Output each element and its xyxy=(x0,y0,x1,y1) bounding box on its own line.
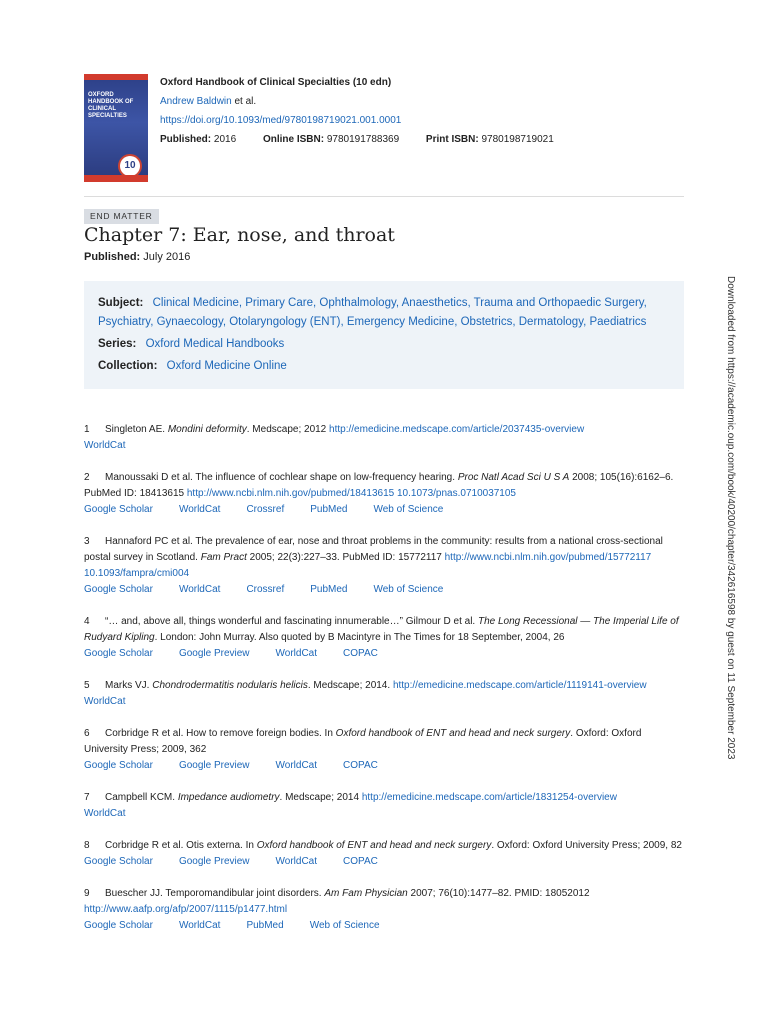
reference-list xyxy=(84,422,688,950)
reference-url-link[interactable]: http://emedicine.medscape.com/article/1831254-overview xyxy=(361,792,617,803)
doi-link[interactable]: https://doi.org/10.1093/med/9780198719021.001.0001 xyxy=(160,115,402,126)
reference-citation xyxy=(84,838,688,854)
online-isbn-label: Online ISBN: xyxy=(262,134,325,145)
collection-row xyxy=(98,357,287,376)
reference-item xyxy=(84,886,688,934)
series-label: Series: xyxy=(98,338,137,350)
reference-italic-title: The Long Recessional — The Imperial Life of Rudyard Kipling xyxy=(84,616,679,643)
reference-resource-link[interactable]: WorldCat xyxy=(275,856,318,867)
reference-resource-link[interactable]: Crossref xyxy=(246,584,285,595)
reference-italic-title: Mondini deformity xyxy=(167,424,247,435)
reference-resource-link[interactable]: Web of Science xyxy=(309,920,380,931)
reference-resource-link[interactable]: Google Scholar xyxy=(84,856,153,867)
reference-resource-link[interactable]: WorldCat xyxy=(178,584,221,595)
reference-link-row xyxy=(84,582,688,598)
reference-url-link[interactable]: http://www.ncbi.nlm.nih.gov/pubmed/18413615 10.1073/pnas.0710037105 xyxy=(186,488,516,499)
subject-label: Subject: xyxy=(98,297,144,309)
reference-text-tail: . Medscape; 2014 xyxy=(279,792,362,803)
reference-text-tail: . Oxford: Oxford University Press; 2009, 82 xyxy=(491,840,682,851)
reference-link-row xyxy=(84,854,688,870)
reference-item xyxy=(84,422,688,454)
reference-item xyxy=(84,470,688,518)
reference-number: 7 xyxy=(84,792,90,803)
reference-resource-link[interactable]: Google Scholar xyxy=(84,648,153,659)
reference-italic-title: Oxford handbook of ENT and head and neck surgery xyxy=(256,840,492,851)
reference-text: Buescher JJ. Temporomandibular joint disorders. xyxy=(105,888,325,899)
chapter-published xyxy=(84,251,190,263)
reference-resource-link[interactable]: WorldCat xyxy=(178,504,221,515)
reference-resource-link[interactable]: Google Scholar xyxy=(84,760,153,771)
reference-citation xyxy=(84,678,688,694)
reference-text-tail: . Oxford: Oxford University Press; 2009, 362 xyxy=(84,728,642,755)
download-notice-text: Downloaded from https://academic.oup.com/book/40200/chapter/342616598 by guest on 11 September 2023 xyxy=(725,276,736,760)
reference-resource-link[interactable]: Web of Science xyxy=(373,584,444,595)
reference-link-row xyxy=(84,646,688,662)
cover-band-top xyxy=(84,74,148,80)
reference-citation xyxy=(84,470,688,502)
reference-citation xyxy=(84,614,688,646)
reference-link-row xyxy=(84,806,688,822)
reference-number: 2 xyxy=(84,472,90,483)
reference-number: 5 xyxy=(84,680,90,691)
reference-citation xyxy=(84,886,688,918)
collection-link[interactable]: Oxford Medicine Online xyxy=(166,360,287,372)
reference-text-tail: 2005; 22(3):227–33. PubMed ID: 15772117 xyxy=(246,552,445,563)
reference-resource-link[interactable]: Web of Science xyxy=(373,504,444,515)
reference-resource-link[interactable]: WorldCat xyxy=(84,696,126,707)
reference-text-tail: . Medscape; 2014. xyxy=(307,680,393,691)
reference-resource-link[interactable]: PubMed xyxy=(310,584,348,595)
reference-link-row xyxy=(84,694,688,710)
online-isbn-value: 9780191788369 xyxy=(324,134,400,145)
print-isbn-value: 9780198719021 xyxy=(478,134,554,145)
reference-italic-title: Proc Natl Acad Sci U S A xyxy=(457,472,570,483)
reference-text: Marks VJ. xyxy=(105,680,153,691)
reference-resource-link[interactable]: PubMed xyxy=(310,504,348,515)
reference-resource-link[interactable]: WorldCat xyxy=(178,920,221,931)
print-isbn-label: Print ISBN: xyxy=(425,134,479,145)
author-row xyxy=(160,92,554,111)
reference-item xyxy=(84,790,688,822)
reference-citation xyxy=(84,790,688,806)
reference-link-row xyxy=(84,758,688,774)
reference-link-row xyxy=(84,438,688,454)
reference-url-link[interactable]: http://www.ncbi.nlm.nih.gov/pubmed/15772117 10.1093/fampra/cmi004 xyxy=(84,552,652,579)
publication-row xyxy=(160,130,554,149)
doi-row xyxy=(160,111,554,130)
reference-text: “… and, above all, things wonderful and fascinating innumerable…” Gilmour D et al. xyxy=(105,616,478,627)
reference-link-row xyxy=(84,502,688,518)
cover-band-bottom xyxy=(84,175,148,182)
reference-citation xyxy=(84,534,688,582)
subject-box xyxy=(84,281,684,389)
reference-italic-title: Impedance audiometry xyxy=(177,792,280,803)
reference-number: 3 xyxy=(84,536,90,547)
reference-resource-link[interactable]: Google Preview xyxy=(178,648,250,659)
reference-item xyxy=(84,726,688,774)
reference-item xyxy=(84,614,688,662)
book-cover[interactable] xyxy=(84,74,148,182)
reference-citation xyxy=(84,422,688,438)
author-link[interactable]: Andrew Baldwin xyxy=(160,96,232,107)
subject-row xyxy=(98,294,647,313)
reference-text: Corbridge R et al. How to remove foreign bodies. In xyxy=(105,728,336,739)
reference-italic-title: Am Fam Physician xyxy=(324,888,408,899)
chapter-published-value: July 2016 xyxy=(140,251,191,263)
reference-text: Manoussaki D et al. The influence of cochlear shape on low-frequency hearing. xyxy=(105,472,458,483)
reference-number: 8 xyxy=(84,840,90,851)
reference-text: Hannaford PC et al. The prevalence of ear, nose and throat problems in the community: results from a national cross-sectional postal survey in Scotland. xyxy=(84,536,663,563)
cover-series-title: OXFORD HANDBOOK OF CLINICAL SPECIALTIES xyxy=(88,92,134,119)
reference-text-tail: . Medscape; 2012 xyxy=(246,424,330,435)
book-metadata xyxy=(160,73,554,149)
reference-resource-link[interactable]: WorldCat xyxy=(84,808,126,819)
reference-item xyxy=(84,838,688,870)
divider xyxy=(84,196,684,197)
reference-resource-link[interactable]: PubMed xyxy=(246,920,284,931)
reference-number: 1 xyxy=(84,424,90,435)
subject-links-line1[interactable]: Clinical Medicine, Primary Care, Ophthalmology, Anaesthetics, Trauma and Orthopaedic Surgery, xyxy=(152,297,647,309)
reference-resource-link[interactable]: COPAC xyxy=(343,648,378,659)
reference-link-row xyxy=(84,918,688,934)
reference-resource-link[interactable]: Crossref xyxy=(246,504,285,515)
reference-text-tail: 2008; 105(16):6162–6. PubMed ID: 18413615 xyxy=(84,472,674,499)
reference-url-link[interactable]: http://emedicine.medscape.com/article/2037435-overview xyxy=(329,424,585,435)
reference-resource-link[interactable]: WorldCat xyxy=(84,440,126,451)
reference-resource-link[interactable]: COPAC xyxy=(343,856,378,867)
published-value: 2016 xyxy=(211,134,237,145)
reference-item xyxy=(84,678,688,710)
subject-links-line2[interactable]: Psychiatry, Gynaecology, Otolaryngology (ENT), Emergency Medicine, Obstetrics, Dermatology, Paediatrics xyxy=(98,316,647,328)
published-label: Published: xyxy=(160,134,212,145)
reference-resource-link[interactable]: WorldCat xyxy=(275,760,318,771)
reference-text-tail: . London: John Murray. Also quoted by B Macintyre in The Times for 18 September, 2004, 26 xyxy=(154,632,565,643)
reference-text: Singleton AE. xyxy=(105,424,168,435)
reference-resource-link[interactable]: Google Scholar xyxy=(84,584,153,595)
reference-number: 9 xyxy=(84,888,90,899)
subject-row-2 xyxy=(98,313,646,332)
reference-resource-link[interactable]: Google Preview xyxy=(178,856,250,867)
reference-citation xyxy=(84,726,688,758)
reference-text: Corbridge R et al. Otis externa. In xyxy=(105,840,257,851)
reference-number: 6 xyxy=(84,728,90,739)
download-notice xyxy=(725,276,750,760)
reference-url-link[interactable]: http://emedicine.medscape.com/article/1119141-overview xyxy=(392,680,647,691)
section-badge: END MATTER xyxy=(84,209,159,224)
reference-number: 4 xyxy=(84,616,90,627)
reference-italic-title: Oxford handbook of ENT and head and neck surgery xyxy=(335,728,571,739)
reference-resource-link[interactable]: Google Scholar xyxy=(84,920,153,931)
reference-resource-link[interactable]: COPAC xyxy=(343,760,378,771)
cover-edition-badge: 10 xyxy=(120,156,140,176)
author-suffix: et al. xyxy=(231,96,257,107)
chapter-title: Chapter 7: Ear, nose, and throat xyxy=(84,224,395,246)
chapter-published-label: Published: xyxy=(84,251,141,263)
series-link[interactable]: Oxford Medical Handbooks xyxy=(145,338,285,350)
reference-item xyxy=(84,534,688,598)
reference-resource-link[interactable]: WorldCat xyxy=(275,648,318,659)
reference-resource-link[interactable]: Google Scholar xyxy=(84,504,153,515)
reference-url-link[interactable]: http://www.aafp.org/afp/2007/1115/p1477.html xyxy=(84,904,288,915)
series-row xyxy=(98,335,284,354)
book-title: Oxford Handbook of Clinical Specialties (10 edn) xyxy=(160,77,392,88)
collection-label: Collection: xyxy=(98,360,158,372)
reference-italic-title: Chondrodermatitis nodularis helicis xyxy=(152,680,308,691)
reference-resource-link[interactable]: Google Preview xyxy=(178,760,250,771)
reference-text-tail: 2007; 76(10):1477–82. PMID: 18052012 xyxy=(407,888,590,899)
reference-text: Campbell KCM. xyxy=(105,792,178,803)
reference-italic-title: Fam Pract xyxy=(200,552,247,563)
